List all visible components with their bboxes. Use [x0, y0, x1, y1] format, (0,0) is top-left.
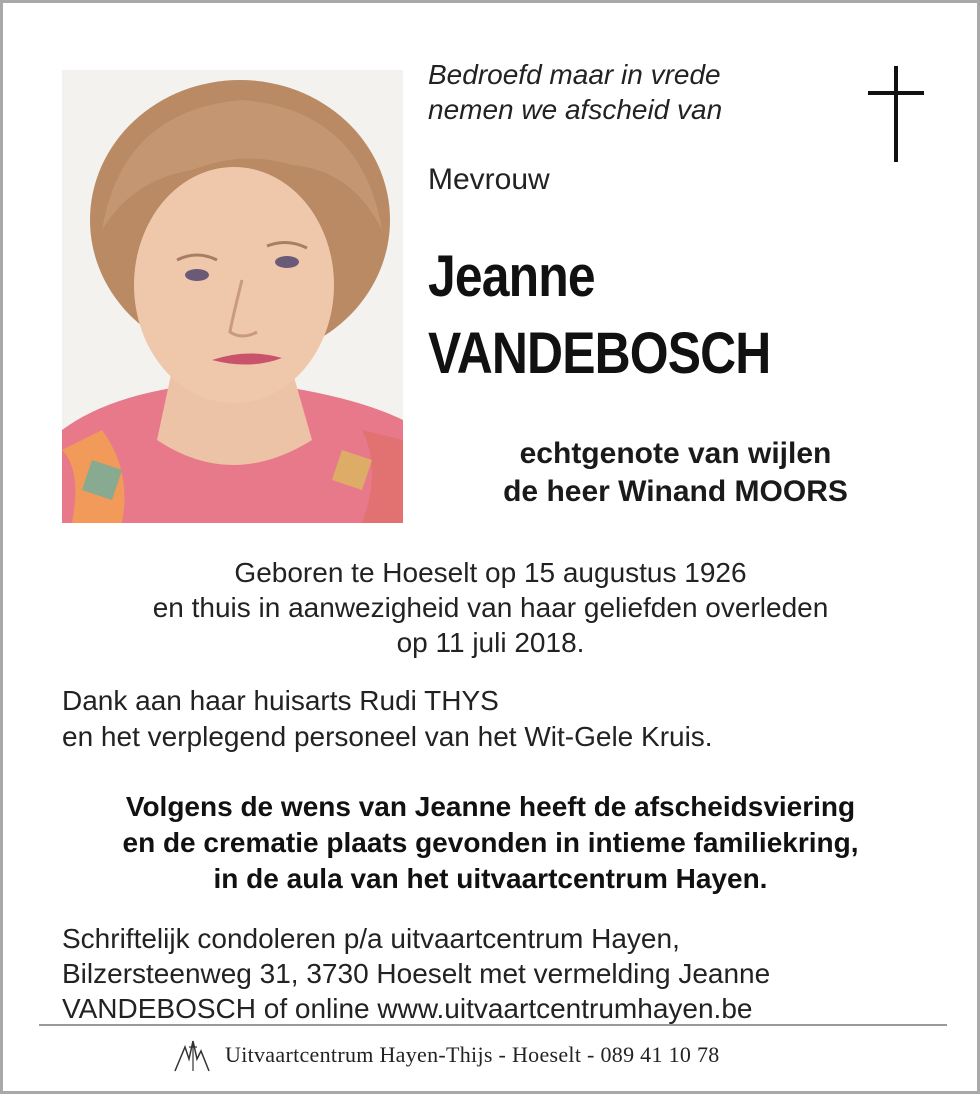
funeral-home-logo-icon	[171, 1037, 213, 1073]
birth-death-text	[43, 555, 938, 660]
last-name: VANDEBOSCH	[428, 321, 771, 386]
intro-line-1: Bedroefd maar in vrede	[428, 59, 721, 90]
intro-text	[428, 57, 722, 127]
spouse-line-1: echtgenote van wijlen	[519, 437, 832, 470]
death-date-line: op 11 juli 2018.	[396, 627, 585, 658]
spouse-line-2: de heer Winand MOORS	[503, 475, 848, 508]
condolences-line-1: Schriftelijk condoleren p/a uitvaartcentrum Hayen,	[62, 923, 680, 954]
honorific: Mevrouw	[428, 163, 550, 196]
condolences-line-2: Bilzersteenweg 31, 3730 Hoeselt met vermelding Jeanne	[62, 958, 771, 989]
thanks-line-1: Dank aan haar huisarts Rudi THYS	[62, 685, 499, 716]
condolences-text	[62, 921, 770, 1026]
condolences-line-3: VANDEBOSCH of online www.uitvaartcentrumhayen.be	[62, 993, 753, 1024]
cross-icon	[868, 66, 924, 162]
ceremony-line-3: in de aula van het uitvaartcentrum Hayen.	[213, 863, 768, 894]
birth-line: Geboren te Hoeselt op 15 augustus 1926	[234, 557, 747, 588]
portrait-photo	[62, 70, 403, 523]
footer	[171, 1037, 720, 1073]
ceremony-line-2: en de crematie plaats gevonden in intieme familiekring,	[122, 827, 859, 858]
spouse-text	[428, 435, 923, 511]
ceremony-text	[28, 789, 953, 897]
thanks-text	[62, 683, 713, 755]
footer-contact: Uitvaartcentrum Hayen-Thijs - Hoeselt - 089 41 10 78	[225, 1042, 720, 1067]
first-name: Jeanne	[428, 244, 595, 309]
footer-divider	[39, 1024, 947, 1026]
ceremony-line-1: Volgens de wens van Jeanne heeft de afscheidsviering	[125, 791, 856, 822]
death-line: en thuis in aanwezigheid van haar geliefden overleden	[152, 592, 829, 623]
intro-line-2: nemen we afscheid van	[428, 94, 723, 125]
thanks-line-2: en het verplegend personeel van het Wit-Gele Kruis.	[62, 721, 713, 752]
